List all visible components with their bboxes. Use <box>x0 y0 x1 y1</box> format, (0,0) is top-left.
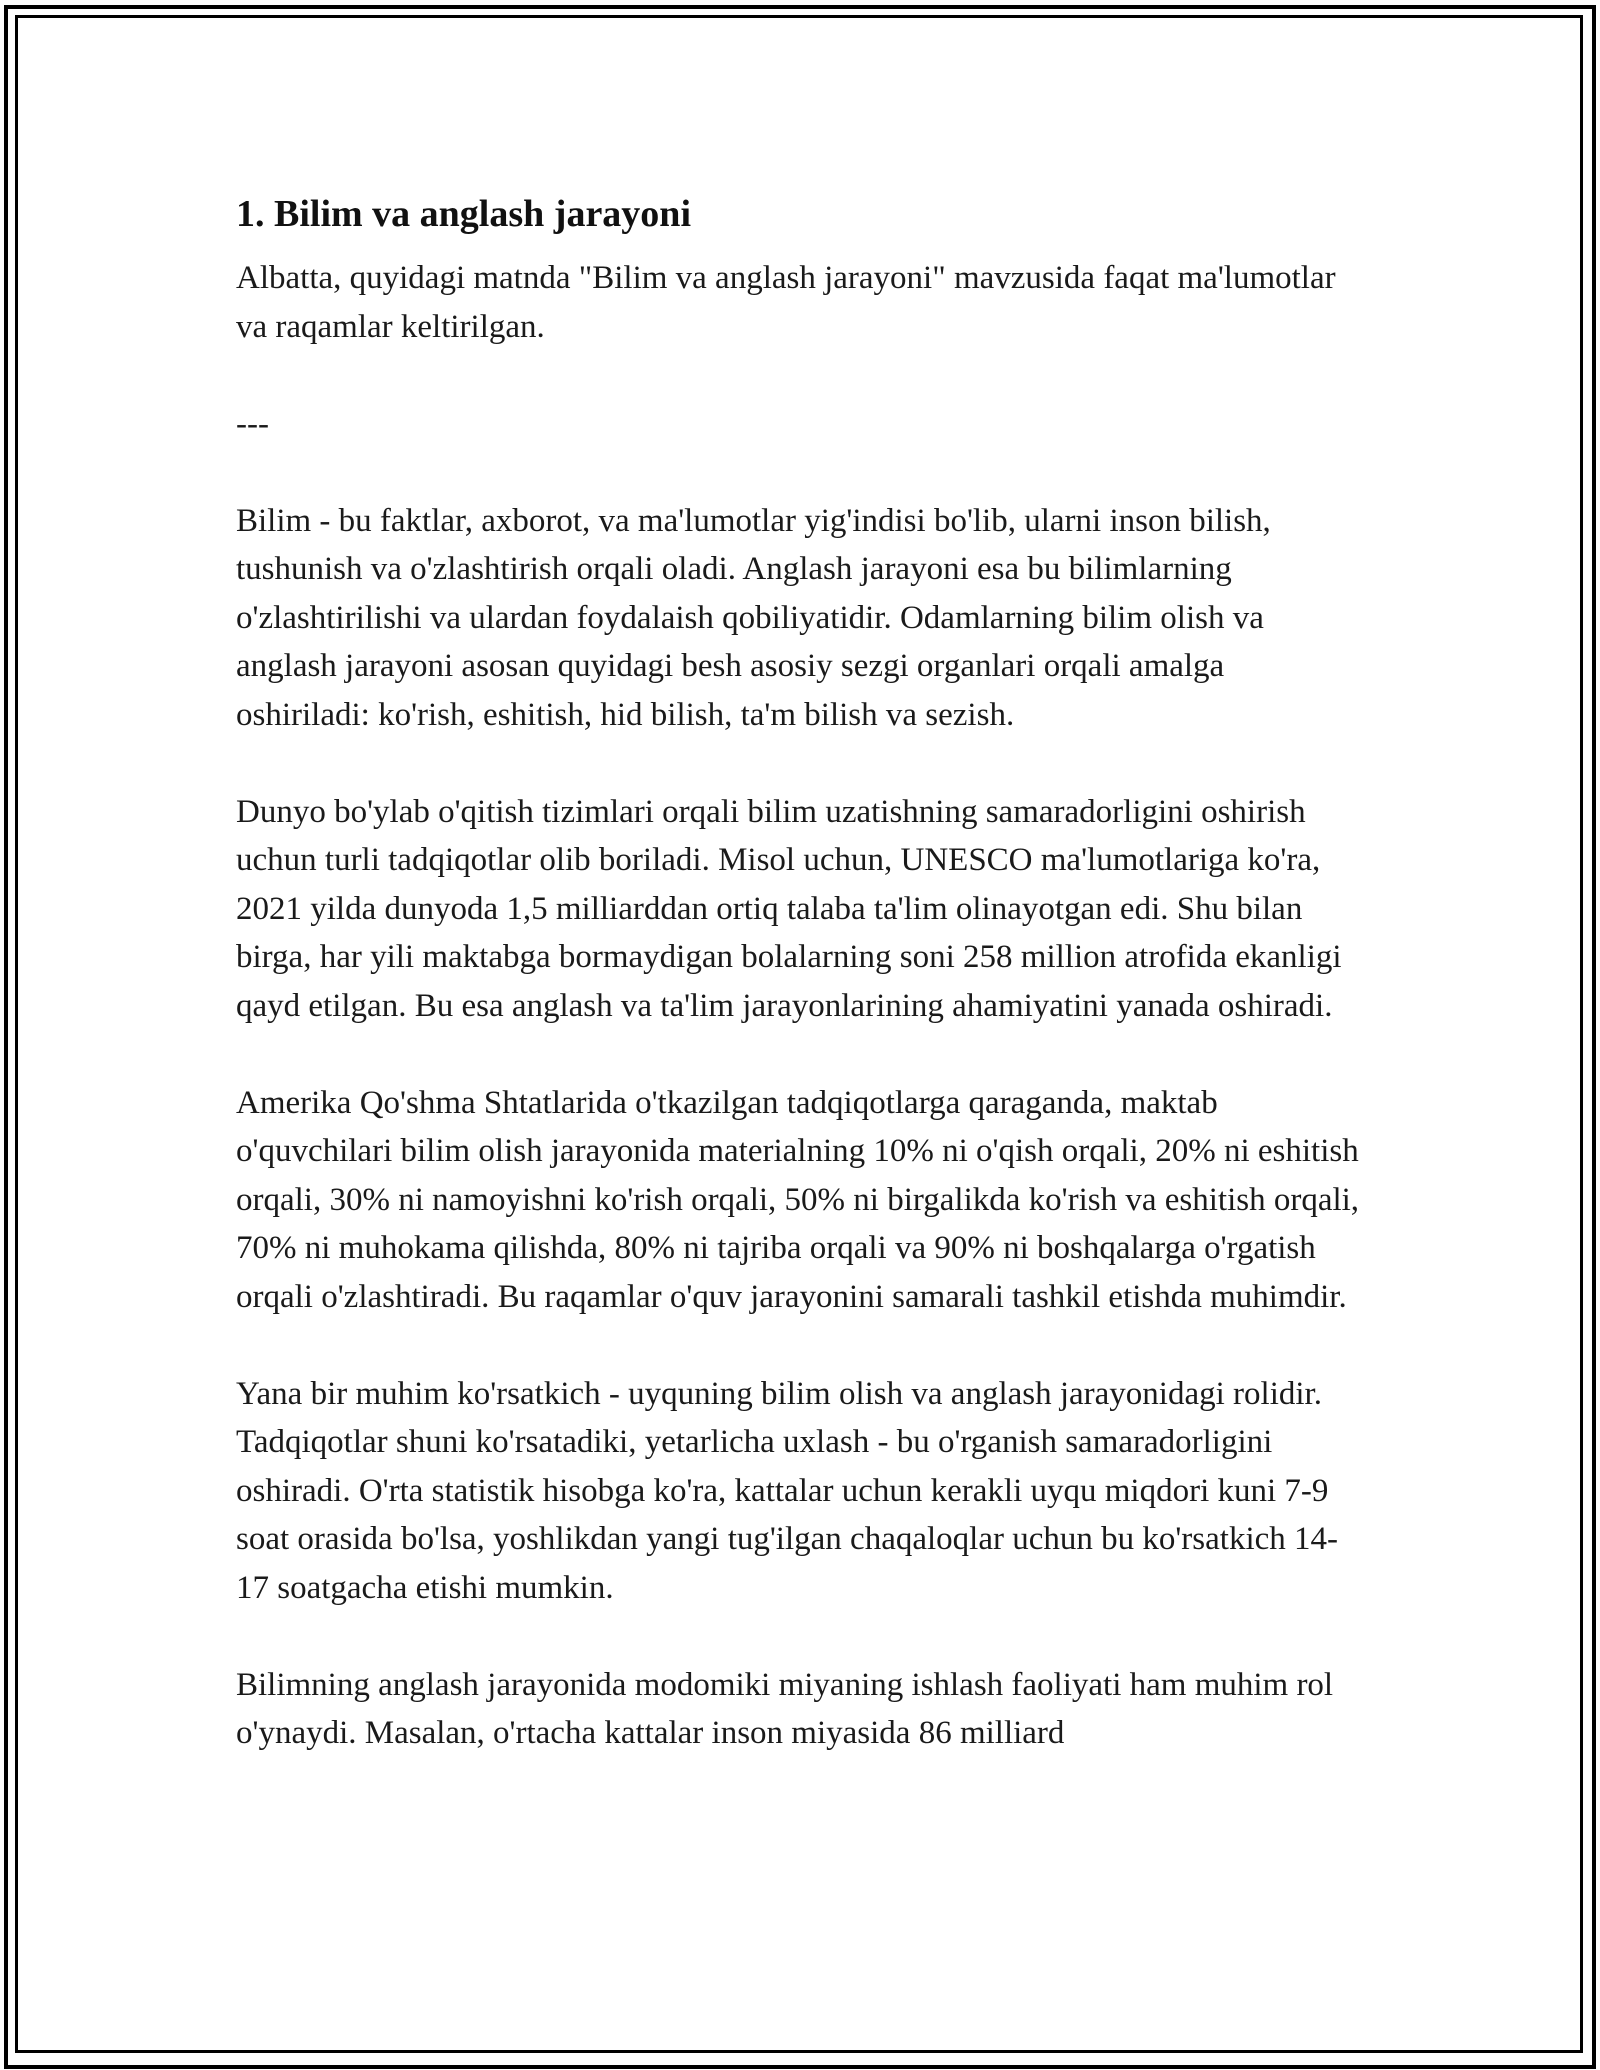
paragraph-sleep: Yana bir muhim ko'rsatkich - uyquning bilim olish va anglash jarayonidagi rolidir. Tadqiqotlar shuni ko'rsatadiki, yetarlicha uxlash - bu o'rganish samaradorligini oshiradi. O'rta statistik hisobga ko'ra, kattalar uchun kerakli uyqu miqdori kuni 7-9 soat orasida bo'lsa, yoshlikdan yangi tug'ilgan chaqaloqlar uchun bu ko'rsatkich 14-17 soatgacha etishi mumkin. <box>236 1375 1339 1606</box>
paragraph-unesco-statistics: Dunyo bo'ylab o'qitish tizimlari orqali bilim uzatishning samaradorligini oshirish uchun turli tadqiqotlar olib boriladi. Misol uchun, UNESCO ma'lumotlariga ko'ra, 2021 yilda dunyoda 1,5 milliarddan ortiq talaba ta'lim olinayotgan edi. Shu bilan birga, har yili maktabga bormaydigan bolalarning soni 258 million atrofida ekanligi qayd etilgan. Bu esa anglash va ta'lim jarayonlarining ahamiyatini yanada oshiradi. <box>236 793 1342 1024</box>
paragraph-learning-percentages: Amerika Qo'shma Shtatlarida o'tkazilgan tadqiqotlarga qaraganda, maktab o'quvchilari bilim olish jarayonida materialning 10% ni o'qish orqali, 20% ni eshitish orqali, 30% ni namoyishni ko'rish orqali, 50% ni birgalikda ko'rish va eshitish orqali, 70% ni muhokama qilishda, 80% ni tajriba orqali va 90% ni boshqalarga o'rgatish orqali o'zlashtiradi. Bu raqamlar o'quv jarayonini samarali tashkil etishda muhimdir. <box>236 1084 1360 1315</box>
intro-paragraph: Albatta, quyidagi matnda "Bilim va anglash jarayoni" mavzusida faqat ma'lumotlar va raqamlar keltirilgan. <box>236 260 1336 345</box>
paragraph-brain: Bilimning anglash jarayonida modomiki miyaning ishlash faoliyati ham muhim rol o'ynaydi. Masalan, o'rtacha kattalar inson miyasida 86 milliard <box>236 1666 1334 1751</box>
paragraph-knowledge-definition: Bilim - bu faktlar, axborot, va ma'lumotlar yig'indisi bo'lib, ularni inson bilish, tushunish va o'zlashtirish orqali oladi. Anglash jarayoni esa bu bilimlarning o'zlashtirilishi va ulardan foydalaish qobiliyatidir. Odamlarning bilim olish va anglash jarayoni asosan quyidagi besh asosiy sezgi organlari orqali amalga oshiriladi: ko'rish, eshitish, hid bilish, ta'm bilish va sezish. <box>236 502 1271 733</box>
separator-line: --- <box>236 405 269 442</box>
section-heading: 1. Bilim va anglash jarayoni <box>236 193 691 235</box>
document-body <box>236 188 1366 1806</box>
